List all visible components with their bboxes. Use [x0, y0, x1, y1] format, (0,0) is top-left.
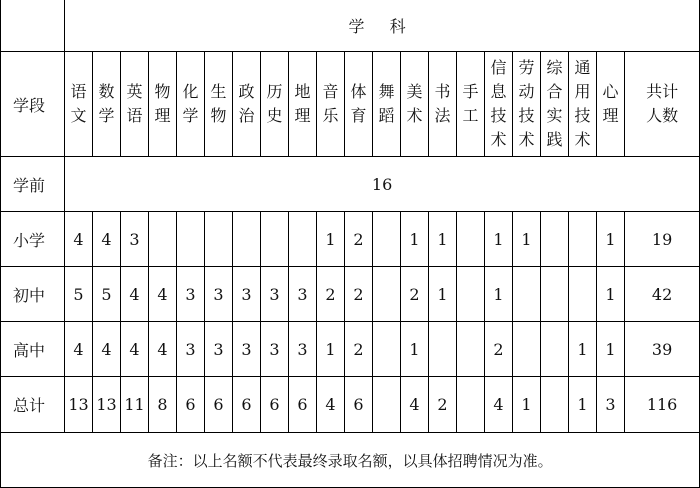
table-cell: 3 — [205, 322, 233, 377]
table-cell — [457, 377, 485, 433]
subject-header-char: 物 — [210, 106, 227, 125]
subject-header — [569, 52, 597, 157]
subject-header-char: 体 — [350, 82, 367, 101]
subject-header-char: 美 — [406, 82, 423, 101]
subject-header-char: 书 — [434, 82, 451, 101]
subject-header — [261, 52, 289, 157]
table-cell: 1 — [429, 267, 457, 322]
subject-group-title: 学 科 — [65, 0, 700, 52]
table-row-preschool — [1, 157, 700, 212]
subject-header-char: 息 — [490, 82, 507, 101]
table-cell — [569, 212, 597, 267]
subject-header-char: 用 — [574, 82, 591, 101]
table-cell — [457, 212, 485, 267]
subject-header — [177, 52, 205, 157]
subject-header-char: 综 — [546, 58, 563, 77]
note-row — [1, 433, 700, 488]
subject-header-char: 数 — [98, 82, 115, 101]
table-cell: 1 — [513, 212, 541, 267]
table-cell: 13 — [65, 377, 93, 433]
subject-header-char: 历 — [266, 82, 283, 101]
subject-header-char: 技 — [490, 106, 507, 125]
table-cell — [261, 212, 289, 267]
table-row-senior — [1, 322, 700, 377]
table-cell: 4 — [149, 267, 177, 322]
table-cell — [373, 377, 401, 433]
table-cell: 3 — [177, 267, 205, 322]
subject-header-char: 学 — [182, 106, 199, 125]
subject-header — [317, 52, 345, 157]
subject-header-char: 史 — [266, 106, 283, 125]
table-cell: 4 — [485, 377, 513, 433]
table-cell — [429, 322, 457, 377]
table-cell — [233, 212, 261, 267]
row-total-cell: 42 — [625, 267, 700, 322]
table-cell: 5 — [93, 267, 121, 322]
table-cell: 5 — [65, 267, 93, 322]
table-cell: 1 — [597, 212, 625, 267]
subject-header-char: 学 — [98, 106, 115, 125]
row-label: 小学 — [1, 212, 65, 267]
subject-header — [93, 52, 121, 157]
table-cell: 6 — [177, 377, 205, 433]
subject-header-char: 地 — [294, 82, 311, 101]
table-cell — [457, 267, 485, 322]
table-cell: 6 — [261, 377, 289, 433]
subject-header-char: 蹈 — [378, 106, 395, 125]
subject-header — [289, 52, 317, 157]
table-cell — [373, 212, 401, 267]
table-cell: 2 — [401, 267, 429, 322]
row-total-cell: 39 — [625, 322, 700, 377]
table-cell: 3 — [289, 322, 317, 377]
subject-header — [65, 52, 93, 157]
note-text: 备注：以上名额不代表最终录取名额，以具体招聘情况为准。 — [1, 433, 700, 488]
subject-header-char: 理 — [294, 106, 311, 125]
table-cell: 3 — [261, 322, 289, 377]
subject-header-char: 乐 — [322, 106, 339, 125]
table-cell: 1 — [317, 322, 345, 377]
subject-header-char: 践 — [546, 130, 563, 149]
table-cell — [513, 267, 541, 322]
table-cell: 1 — [597, 267, 625, 322]
subject-header-row — [1, 52, 700, 157]
table-cell: 4 — [93, 212, 121, 267]
subject-header-char: 理 — [602, 106, 619, 125]
table-cell: 1 — [401, 212, 429, 267]
table-cell: 4 — [317, 377, 345, 433]
table-cell — [541, 322, 569, 377]
table-cell: 13 — [93, 377, 121, 433]
table-cell — [541, 377, 569, 433]
corner-cell — [1, 0, 65, 52]
subject-header-char: 治 — [238, 106, 255, 125]
subject-header-char: 法 — [434, 106, 451, 125]
subject-header-char: 手 — [462, 82, 479, 101]
table-cell — [205, 212, 233, 267]
table-cell — [541, 267, 569, 322]
subject-header-char: 动 — [518, 82, 535, 101]
table-cell: 4 — [401, 377, 429, 433]
subject-header-char: 通 — [574, 58, 591, 77]
subject-header — [429, 52, 457, 157]
table-cell: 2 — [485, 322, 513, 377]
subject-header — [513, 52, 541, 157]
table-cell: 1 — [513, 377, 541, 433]
subject-header-char: 术 — [518, 130, 535, 149]
table-cell: 3 — [177, 322, 205, 377]
table-cell: 6 — [345, 377, 373, 433]
table-cell — [541, 212, 569, 267]
table-cell: 4 — [93, 322, 121, 377]
table-cell: 3 — [597, 377, 625, 433]
table-cell — [569, 267, 597, 322]
table-cell: 3 — [261, 267, 289, 322]
subject-header — [205, 52, 233, 157]
table-row-junior — [1, 267, 700, 322]
subject-header-char: 化 — [182, 82, 199, 101]
table-cell: 4 — [65, 322, 93, 377]
row-label: 初中 — [1, 267, 65, 322]
subject-header-char: 工 — [462, 106, 479, 125]
row-total-cell: 116 — [625, 377, 700, 433]
table-cell: 3 — [233, 322, 261, 377]
subject-header-char: 文 — [70, 106, 87, 125]
table-cell — [373, 322, 401, 377]
row-label: 高中 — [1, 322, 65, 377]
table-cell: 4 — [149, 322, 177, 377]
table-cell — [513, 322, 541, 377]
subject-header — [401, 52, 429, 157]
table-cell: 1 — [317, 212, 345, 267]
subject-header-char: 生 — [210, 82, 227, 101]
subject-header — [541, 52, 569, 157]
subject-header-char: 合 — [546, 82, 563, 101]
table-row-total — [1, 377, 700, 433]
row-label-preschool: 学前 — [1, 157, 65, 212]
preschool-total: 16 — [65, 157, 700, 212]
table-cell: 11 — [121, 377, 149, 433]
table-cell: 6 — [205, 377, 233, 433]
table-cell — [457, 322, 485, 377]
subject-header — [233, 52, 261, 157]
table-cell: 4 — [121, 267, 149, 322]
subject-header-char: 术 — [574, 130, 591, 149]
subject-header-char: 心 — [602, 82, 619, 101]
table-cell: 1 — [569, 322, 597, 377]
subject-header — [485, 52, 513, 157]
subject-header — [457, 52, 485, 157]
table-cell: 3 — [289, 267, 317, 322]
stage-header: 学段 — [1, 52, 65, 157]
subject-header-char: 技 — [574, 106, 591, 125]
subject-header-char: 语 — [70, 82, 87, 101]
table-cell: 1 — [597, 322, 625, 377]
subject-header-char: 理 — [154, 106, 171, 125]
subject-header-line: 人数 — [646, 106, 679, 125]
subject-header-char: 英 — [126, 82, 143, 101]
row-label: 总计 — [1, 377, 65, 433]
table-cell: 1 — [485, 212, 513, 267]
subject-header — [625, 52, 700, 157]
subject-header-char: 物 — [154, 82, 171, 101]
subject-header — [345, 52, 373, 157]
table-cell: 8 — [149, 377, 177, 433]
table-cell: 1 — [569, 377, 597, 433]
table-cell: 1 — [401, 322, 429, 377]
table-cell: 4 — [65, 212, 93, 267]
subject-header-char: 舞 — [378, 82, 395, 101]
table-cell: 4 — [121, 322, 149, 377]
subject-header-char: 育 — [350, 106, 367, 125]
subject-header-char: 音 — [322, 82, 339, 101]
table-cell: 6 — [233, 377, 261, 433]
table-cell — [149, 212, 177, 267]
subject-header-char: 语 — [126, 106, 143, 125]
table-cell: 2 — [345, 267, 373, 322]
table-cell: 3 — [121, 212, 149, 267]
subject-header-char: 信 — [490, 58, 507, 77]
table-cell: 2 — [345, 212, 373, 267]
table-cell — [289, 212, 317, 267]
table-cell — [177, 212, 205, 267]
table-cell: 1 — [429, 212, 457, 267]
subject-header — [121, 52, 149, 157]
subject-header-char: 劳 — [518, 58, 535, 77]
row-total-cell: 19 — [625, 212, 700, 267]
table-cell — [373, 267, 401, 322]
table-cell: 3 — [205, 267, 233, 322]
subject-header-line: 共计 — [646, 82, 679, 101]
subject-header-char: 术 — [406, 106, 423, 125]
table-row-primary — [1, 212, 700, 267]
table-cell: 1 — [485, 267, 513, 322]
table-cell: 2 — [429, 377, 457, 433]
subject-header-char: 政 — [238, 82, 255, 101]
subject-header-char: 实 — [546, 106, 563, 125]
table-cell: 3 — [233, 267, 261, 322]
table-cell: 2 — [317, 267, 345, 322]
table-cell: 6 — [289, 377, 317, 433]
subject-header-char: 技 — [518, 106, 535, 125]
subject-header — [149, 52, 177, 157]
subject-header-char: 术 — [490, 130, 507, 149]
subject-header — [597, 52, 625, 157]
table-cell: 2 — [345, 322, 373, 377]
subject-header — [373, 52, 401, 157]
header-row-top — [1, 0, 700, 52]
